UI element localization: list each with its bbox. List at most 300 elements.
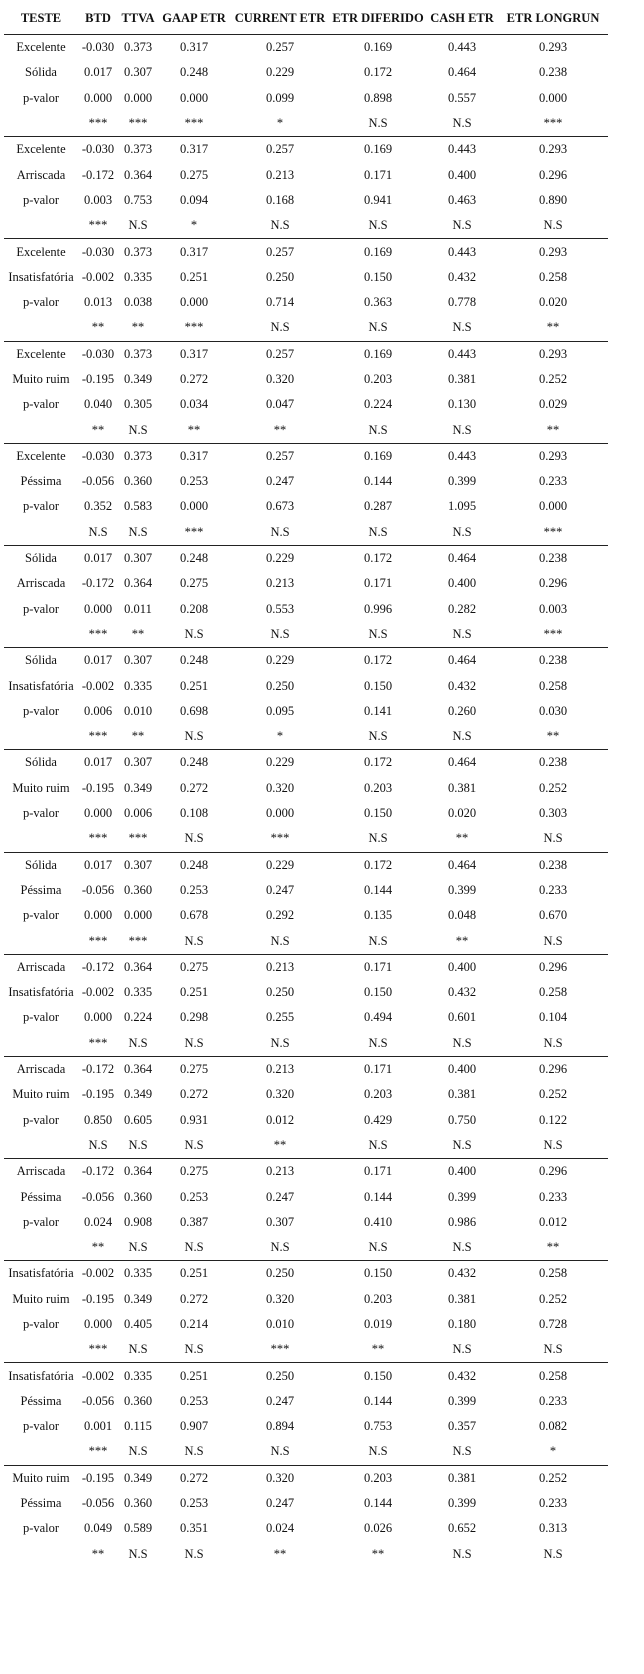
row-label: p-valor: [22, 499, 60, 514]
table-cell: 0.293: [538, 40, 568, 55]
table-cell: 0.238: [538, 755, 568, 770]
row-label: Excelente: [16, 346, 66, 361]
p-value-row: [4, 1005, 608, 1030]
table-cell: 0.213: [265, 576, 295, 591]
table-cell: ***: [158, 315, 230, 341]
table-cell: 0.247: [265, 1189, 295, 1204]
column-header: CURRENT ETR: [230, 2, 330, 35]
table-cell: 0.373: [123, 40, 153, 55]
table-cell: -0.056: [81, 1189, 115, 1204]
table-cell: N.S: [230, 928, 330, 954]
table-cell: 0.253: [179, 1189, 209, 1204]
table-cell: ***: [118, 928, 158, 954]
table-cell: N.S: [498, 928, 608, 954]
table-cell: 0.171: [363, 1062, 393, 1077]
row-label: Excelente: [16, 448, 66, 463]
table-cell: -0.195: [81, 1087, 115, 1102]
table-cell: 0.214: [179, 1316, 209, 1331]
rating-row: [4, 954, 608, 980]
table-cell: 0.381: [447, 1291, 477, 1306]
table-cell: 0.229: [265, 653, 295, 668]
table-cell: 0.095: [265, 703, 295, 718]
rating-row: [4, 571, 608, 596]
table-cell: 0.296: [538, 1062, 568, 1077]
table-cell: 0.275: [179, 167, 209, 182]
row-label: [4, 1133, 78, 1159]
table-cell: N.S: [330, 417, 426, 443]
row-label: [4, 826, 78, 852]
table-cell: 0.364: [123, 959, 153, 974]
table-cell: N.S: [426, 1235, 498, 1261]
table-cell: *: [230, 724, 330, 750]
table-cell: N.S: [330, 1031, 426, 1057]
table-cell: 0.248: [179, 653, 209, 668]
table-cell: 0.238: [538, 65, 568, 80]
table-cell: 0.303: [538, 806, 568, 821]
row-label: [4, 520, 78, 546]
table-cell: 0.253: [179, 474, 209, 489]
row-label: Muito ruim: [12, 780, 70, 795]
p-value-row: [4, 290, 608, 315]
table-cell: 0.432: [447, 1266, 477, 1281]
row-label: p-valor: [22, 806, 60, 821]
table-cell: N.S: [426, 1031, 498, 1057]
table-cell: 0.252: [538, 780, 568, 795]
table-cell: 0.001: [83, 1419, 113, 1434]
table-cell: 0.024: [265, 1521, 295, 1536]
table-cell: 0.320: [265, 1087, 295, 1102]
table-cell: N.S: [118, 417, 158, 443]
table-cell: 0.213: [265, 167, 295, 182]
table-cell: ***: [78, 1337, 118, 1363]
table-cell: 0.203: [363, 1291, 393, 1306]
rating-row: [4, 1082, 608, 1107]
table-cell: N.S: [426, 315, 498, 341]
table-cell: 0.320: [265, 1291, 295, 1306]
table-cell: ***: [230, 1337, 330, 1363]
table-cell: 0.253: [179, 882, 209, 897]
table-cell: 0.099: [265, 90, 295, 105]
table-cell: 0.728: [538, 1316, 568, 1331]
table-cell: **: [498, 724, 608, 750]
table-cell: 0.349: [123, 1470, 153, 1485]
table-cell: N.S: [498, 213, 608, 239]
table-cell: 0.213: [265, 1062, 295, 1077]
table-cell: 0.172: [363, 65, 393, 80]
rating-row: [4, 1287, 608, 1312]
significance-row: [4, 1235, 608, 1261]
table-cell: 0.890: [538, 192, 568, 207]
table-cell: N.S: [128, 1546, 148, 1561]
row-label: [4, 417, 78, 443]
table-cell: N.S: [158, 1235, 230, 1261]
rating-row: [4, 1465, 608, 1491]
rating-row: [4, 545, 608, 571]
table-cell: 0.141: [363, 703, 393, 718]
table-cell: 0.172: [363, 653, 393, 668]
table-cell: 0.381: [447, 1087, 477, 1102]
table-cell: N.S: [330, 622, 426, 648]
table-cell: -0.030: [81, 40, 115, 55]
row-label: Sólida: [25, 551, 57, 566]
table-cell: 0.894: [265, 1419, 295, 1434]
p-value-row: [4, 1210, 608, 1235]
table-cell: -0.195: [81, 1470, 115, 1485]
table-cell: 0.003: [538, 601, 568, 616]
table-cell: N.S: [426, 1439, 498, 1465]
table-cell: 0.013: [83, 295, 113, 310]
table-cell: 0.405: [123, 1316, 153, 1331]
table-cell: ***: [230, 826, 330, 852]
table-cell: 0.317: [179, 346, 209, 361]
table-cell: 0.464: [447, 65, 477, 80]
significance-row: [4, 520, 608, 546]
table-cell: 0.255: [265, 1010, 295, 1025]
table-cell: 0.203: [363, 780, 393, 795]
rating-row: [4, 367, 608, 392]
table-cell: 0.673: [265, 499, 295, 514]
table-cell: ***: [78, 928, 118, 954]
row-label: [4, 928, 78, 954]
table-cell: *: [230, 111, 330, 137]
table-cell: 0.349: [123, 780, 153, 795]
table-cell: 0.443: [447, 244, 477, 259]
table-cell: 0.714: [265, 295, 295, 310]
table-cell: N.S: [230, 622, 330, 648]
table-cell: 0.320: [265, 780, 295, 795]
table-cell: **: [426, 826, 498, 852]
row-label: Muito ruim: [12, 372, 70, 386]
table-cell: **: [158, 417, 230, 443]
table-cell: 0.432: [447, 678, 477, 693]
table-cell: 0.144: [363, 882, 393, 897]
table-cell: 0.364: [123, 1062, 153, 1077]
table-cell: N.S: [543, 1546, 563, 1561]
table-cell: 0.150: [363, 269, 393, 284]
table-cell: 0.360: [123, 882, 153, 897]
table-cell: 0.320: [265, 372, 295, 386]
row-label: Péssima: [20, 474, 62, 489]
p-value-row: [4, 1516, 608, 1541]
table-cell: **: [230, 1133, 330, 1159]
table-cell: ***: [78, 1439, 118, 1465]
row-label: [4, 1439, 78, 1465]
rating-row: [4, 35, 608, 61]
table-cell: N.S: [230, 520, 330, 546]
table-cell: N.S: [118, 213, 158, 239]
table-cell: 0.275: [179, 1062, 209, 1077]
row-label: p-valor: [22, 908, 60, 923]
table-cell: N.S: [330, 111, 426, 137]
table-cell: ***: [78, 213, 118, 239]
table-cell: 0.296: [538, 167, 568, 182]
table-cell: 0.213: [265, 959, 295, 974]
table-cell: 0.381: [447, 372, 477, 386]
table-cell: 0.094: [179, 192, 209, 207]
table-cell: 0.652: [447, 1521, 477, 1536]
table-cell: 0.000: [179, 90, 209, 105]
row-label: Sólida: [25, 65, 57, 80]
table-cell: 0.251: [179, 985, 209, 1000]
table-cell: N.S: [158, 928, 230, 954]
table-cell: 0.307: [123, 551, 153, 566]
significance-row: [4, 1439, 608, 1465]
table-cell: N.S: [426, 1133, 498, 1159]
significance-row: [4, 1133, 608, 1159]
row-label: Sólida: [25, 755, 57, 770]
table-cell: 0.464: [447, 857, 477, 872]
table-cell: **: [498, 315, 608, 341]
table-cell: 0.320: [265, 1470, 295, 1485]
table-cell: 0.307: [123, 65, 153, 80]
table-cell: 0.000: [179, 295, 209, 310]
rating-row: [4, 1491, 608, 1516]
table-cell: 0.373: [123, 346, 153, 361]
table-cell: -0.195: [81, 372, 115, 386]
rating-row: [4, 60, 608, 85]
table-cell: 0.248: [179, 755, 209, 770]
table-cell: 0.443: [447, 40, 477, 55]
table-cell: N.S: [78, 520, 118, 546]
table-cell: N.S: [498, 1133, 608, 1159]
significance-row: [4, 1542, 608, 1567]
table-cell: N.S: [498, 1031, 608, 1057]
rating-row: [4, 980, 608, 1005]
table-cell: 0.238: [538, 653, 568, 668]
table-cell: -0.030: [81, 244, 115, 259]
table-cell: **: [426, 928, 498, 954]
table-body: [4, 35, 608, 1567]
column-header: CASH ETR: [426, 2, 498, 35]
table-cell: 0.048: [447, 908, 477, 923]
table-cell: 0.144: [363, 474, 393, 489]
table-cell: 0.251: [179, 1266, 209, 1281]
table-cell: 0.557: [447, 90, 477, 105]
column-header: TESTE: [4, 2, 78, 35]
table-cell: 0.122: [538, 1112, 568, 1127]
table-cell: 0.257: [265, 142, 295, 157]
row-label: Arriscada: [16, 1062, 66, 1077]
table-cell: 0.171: [363, 167, 393, 182]
table-cell: 0.257: [265, 448, 295, 463]
table-cell: N.S: [426, 417, 498, 443]
table-cell: 0.010: [123, 703, 153, 718]
table-cell: 0.931: [179, 1112, 209, 1127]
table-cell: 0.172: [363, 551, 393, 566]
table-cell: 0.432: [447, 985, 477, 1000]
table-cell: 0.364: [123, 576, 153, 591]
table-cell: 0.171: [363, 576, 393, 591]
table-cell: 0.233: [538, 882, 568, 897]
table-cell: N.S: [426, 520, 498, 546]
p-value-row: [4, 597, 608, 622]
rating-row: [4, 162, 608, 187]
table-cell: N.S: [118, 1337, 158, 1363]
table-cell: N.S: [452, 1546, 472, 1561]
table-cell: N.S: [158, 1337, 230, 1363]
table-cell: 0.247: [265, 1496, 295, 1511]
table-cell: ***: [78, 1031, 118, 1057]
column-header: GAAP ETR: [158, 2, 230, 35]
table-cell: 0.360: [123, 1496, 153, 1511]
table-cell: N.S: [498, 1337, 608, 1363]
table-cell: 0.203: [363, 372, 393, 386]
table-cell: N.S: [230, 1439, 330, 1465]
table-cell: 0.296: [538, 1164, 568, 1179]
table-cell: 0.233: [538, 1189, 568, 1204]
table-cell: 0.399: [447, 1496, 477, 1511]
table-cell: N.S: [158, 724, 230, 750]
table-cell: 0.282: [447, 601, 477, 616]
table-cell: **: [230, 417, 330, 443]
table-cell: 0.908: [123, 1214, 153, 1229]
table-cell: ***: [78, 826, 118, 852]
table-cell: *: [498, 1439, 608, 1465]
table-cell: N.S: [230, 213, 330, 239]
table-cell: N.S: [330, 520, 426, 546]
table-cell: N.S: [498, 826, 608, 852]
table-cell: -0.002: [81, 985, 115, 1000]
table-cell: 0.038: [123, 295, 153, 310]
table-cell: -0.056: [81, 474, 115, 489]
table-cell: 0.387: [179, 1214, 209, 1229]
rating-row: [4, 648, 608, 674]
table-cell: N.S: [330, 826, 426, 852]
rating-row: [4, 1389, 608, 1414]
table-cell: 0.020: [538, 295, 568, 310]
table-cell: 0.296: [538, 576, 568, 591]
table-cell: 0.233: [538, 1393, 568, 1408]
table-cell: 0.229: [265, 65, 295, 80]
table-cell: ***: [118, 826, 158, 852]
table-cell: 0.275: [179, 1164, 209, 1179]
table-cell: 0.400: [447, 1062, 477, 1077]
table-cell: 0.251: [179, 1368, 209, 1383]
table-cell: 0.024: [83, 1214, 113, 1229]
table-cell: **: [498, 417, 608, 443]
table-cell: 0.335: [123, 985, 153, 1000]
table-cell: N.S: [330, 213, 426, 239]
rating-row: [4, 878, 608, 903]
table-cell: 0.000: [123, 908, 153, 923]
row-label: Excelente: [16, 244, 66, 259]
rating-row: [4, 1363, 608, 1389]
row-label: p-valor: [22, 1419, 60, 1434]
table-cell: N.S: [330, 928, 426, 954]
table-cell: -0.056: [81, 1393, 115, 1408]
table-cell: 0.260: [447, 703, 477, 718]
table-cell: 0.360: [123, 1393, 153, 1408]
table-cell: 0.224: [123, 1010, 153, 1025]
table-cell: 0.049: [83, 1521, 113, 1536]
table-cell: 0.104: [538, 1010, 568, 1025]
table-cell: 0.898: [363, 90, 393, 105]
rating-row: [4, 1184, 608, 1209]
significance-row: [4, 417, 608, 443]
table-cell: 0.432: [447, 1368, 477, 1383]
row-label: p-valor: [22, 192, 60, 207]
table-cell: 0.017: [83, 65, 113, 80]
table-cell: 0.287: [363, 499, 393, 514]
significance-row: [4, 622, 608, 648]
row-label: Péssima: [20, 1189, 62, 1204]
row-label: p-valor: [22, 1010, 60, 1025]
table-cell: 0.253: [179, 1496, 209, 1511]
table-cell: 0.272: [179, 372, 209, 386]
table-cell: 0.400: [447, 167, 477, 182]
row-label: Arriscada: [16, 167, 66, 182]
table-cell: 0.238: [538, 551, 568, 566]
table-cell: -0.056: [81, 882, 115, 897]
table-cell: -0.002: [81, 1368, 115, 1383]
row-label: [4, 622, 78, 648]
table-cell: 0.172: [363, 755, 393, 770]
row-label: Muito ruim: [12, 1470, 70, 1485]
row-label: p-valor: [22, 90, 60, 105]
significance-row: [4, 724, 608, 750]
table-cell: 0.399: [447, 882, 477, 897]
table-cell: 0.335: [123, 269, 153, 284]
table-cell: 0.169: [363, 244, 393, 259]
table-cell: 0.229: [265, 755, 295, 770]
table-cell: ***: [78, 111, 118, 137]
table-cell: ***: [78, 724, 118, 750]
table-cell: N.S: [78, 1133, 118, 1159]
table-cell: 0.272: [179, 1087, 209, 1102]
table-cell: -0.172: [81, 167, 115, 182]
row-label: [4, 111, 78, 137]
table-cell: ***: [498, 111, 608, 137]
table-cell: 0.229: [265, 551, 295, 566]
table-cell: 0.399: [447, 474, 477, 489]
table-cell: N.S: [426, 213, 498, 239]
table-cell: **: [78, 315, 118, 341]
table-cell: 0.360: [123, 1189, 153, 1204]
row-label: Arriscada: [16, 1164, 66, 1179]
table-cell: 0.317: [179, 40, 209, 55]
row-label: Muito ruim: [12, 1291, 70, 1306]
table-cell: ***: [158, 111, 230, 137]
table-cell: 0.258: [538, 985, 568, 1000]
table-cell: N.S: [230, 1235, 330, 1261]
table-cell: 0.108: [179, 806, 209, 821]
table-cell: 0.298: [179, 1010, 209, 1025]
rating-row: [4, 750, 608, 776]
table-cell: 0.250: [265, 985, 295, 1000]
table-cell: -0.195: [81, 1291, 115, 1306]
table-cell: 0.996: [363, 601, 393, 616]
table-cell: 0.224: [363, 397, 393, 412]
p-value-row: [4, 699, 608, 724]
significance-row: [4, 928, 608, 954]
table-cell: 0.373: [123, 244, 153, 259]
table-cell: 0.150: [363, 678, 393, 693]
rating-row: [4, 1159, 608, 1185]
row-label: p-valor: [22, 703, 60, 718]
table-cell: 0.335: [123, 678, 153, 693]
row-label: p-valor: [22, 1112, 60, 1127]
table-cell: N.S: [118, 1133, 158, 1159]
table-cell: 0.272: [179, 1470, 209, 1485]
table-cell: 0.941: [363, 192, 393, 207]
table-cell: 0.248: [179, 551, 209, 566]
p-value-row: [4, 86, 608, 111]
table-cell: 0.432: [447, 269, 477, 284]
table-cell: 0.601: [447, 1010, 477, 1025]
rating-row: [4, 469, 608, 494]
table-cell: 0.000: [265, 806, 295, 821]
table-cell: 0.258: [538, 269, 568, 284]
